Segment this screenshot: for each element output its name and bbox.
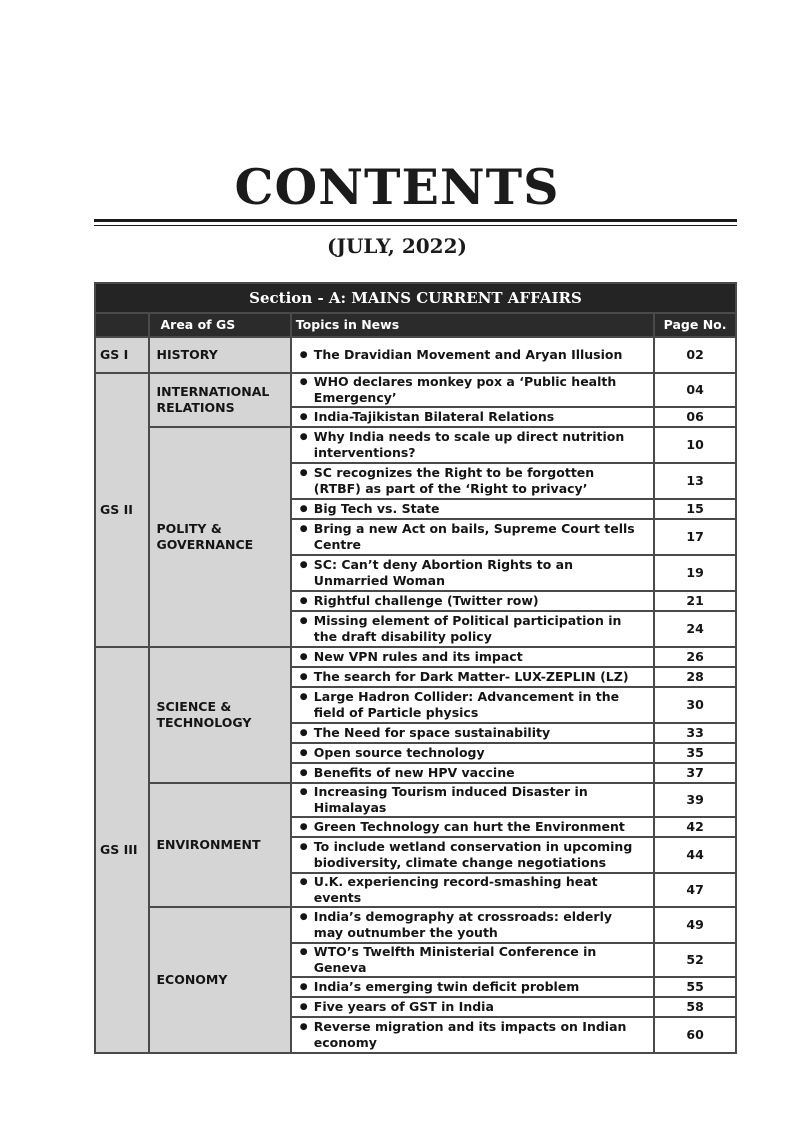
topic-title: U.K. experiencing record-smashing heat events <box>313 874 598 905</box>
topic-cell <box>292 978 653 996</box>
bullet-icon: ● <box>299 412 308 422</box>
page-number: 49 <box>655 908 735 942</box>
bullet-icon: ● <box>299 787 308 797</box>
topic-cell <box>292 784 653 816</box>
topic-cell <box>292 998 653 1016</box>
page-number: 37 <box>655 764 735 782</box>
gs-paper-cell: GS I <box>96 338 148 372</box>
bullet-icon: ● <box>299 504 308 514</box>
bullet-icon: ● <box>299 350 308 360</box>
page-number: 26 <box>655 648 735 666</box>
topic-title: The Dravidian Movement and Aryan Illusion <box>313 347 623 362</box>
topic-title: The search for Dark Matter- LUX-ZEPLIN (LZ) <box>313 669 629 684</box>
bullet-icon: ● <box>299 616 308 626</box>
page-number: 28 <box>655 668 735 686</box>
bullet-icon: ● <box>299 377 308 387</box>
topic-cell <box>292 908 653 942</box>
topic-cell <box>292 764 653 782</box>
page-number: 52 <box>655 944 735 976</box>
topic-title: Large Hadron Collider: Advancement in the field of Particle physics <box>313 689 620 720</box>
topic-cell <box>292 592 653 610</box>
bullet-icon: ● <box>299 560 308 570</box>
page-number: 04 <box>655 374 735 406</box>
gs-paper-cell: GS II <box>96 374 148 646</box>
page-number: 39 <box>655 784 735 816</box>
page-number: 60 <box>655 1018 735 1052</box>
bullet-icon: ● <box>299 822 308 832</box>
bullet-icon: ● <box>299 672 308 682</box>
topic-cell <box>292 668 653 686</box>
topic-cell <box>292 724 653 742</box>
topic-title: Open source technology <box>313 745 485 760</box>
topic-cell <box>292 838 653 872</box>
area-cell: POLITY & GOVERNANCE <box>150 428 289 646</box>
bullet-icon: ● <box>299 877 308 887</box>
topic-cell <box>292 1018 653 1052</box>
bullet-icon: ● <box>299 842 308 852</box>
topic-cell <box>292 464 653 498</box>
topic-title: India-Tajikistan Bilateral Relations <box>313 409 555 424</box>
topic-title: SC: Can’t deny Abortion Rights to an Unmarried Woman <box>313 557 573 588</box>
title-rule-thin <box>94 225 737 226</box>
header-area: Area of GS <box>150 314 289 336</box>
topic-title: To include wetland conservation in upcoming biodiversity, climate change negotiations <box>313 839 633 870</box>
bullet-icon: ● <box>299 432 308 442</box>
topic-cell <box>292 874 653 906</box>
page-number: 10 <box>655 428 735 462</box>
area-cell: ENVIRONMENT <box>150 784 289 906</box>
topic-cell <box>292 688 653 722</box>
topic-cell <box>292 556 653 590</box>
topic-cell <box>292 408 653 426</box>
topic-title: WTO’s Twelfth Ministerial Conference in Geneva <box>313 944 597 975</box>
area-cell: ECONOMY <box>150 908 289 1052</box>
bullet-icon: ● <box>299 524 308 534</box>
table-row <box>96 374 735 406</box>
page-number: 19 <box>655 556 735 590</box>
page-number: 15 <box>655 500 735 518</box>
gs-paper-cell: GS III <box>96 648 148 1052</box>
page-number: 30 <box>655 688 735 722</box>
page-number: 17 <box>655 520 735 554</box>
topic-cell <box>292 944 653 976</box>
section-title: Section - A: MAINS CURRENT AFFAIRS <box>96 284 735 312</box>
bullet-icon: ● <box>299 652 308 662</box>
topic-title: Bring a new Act on bails, Supreme Court tells Centre <box>313 521 635 552</box>
table-row <box>96 428 735 462</box>
bullet-icon: ● <box>299 748 308 758</box>
contents-table <box>94 282 737 1054</box>
header-gs <box>96 314 148 336</box>
topic-title: Benefits of new HPV vaccine <box>313 765 515 780</box>
topic-title: Five years of GST in India <box>313 999 494 1014</box>
bullet-icon: ● <box>299 947 308 957</box>
area-cell: INTERNATIONAL RELATIONS <box>150 374 289 426</box>
page-number: 47 <box>655 874 735 906</box>
page-number: 13 <box>655 464 735 498</box>
header-topics: Topics in News <box>292 314 653 336</box>
topic-title: India’s emerging twin deficit problem <box>313 979 580 994</box>
topic-cell <box>292 500 653 518</box>
topic-title: Rightful challenge (Twitter row) <box>313 593 539 608</box>
table-row <box>96 648 735 666</box>
topic-cell <box>292 428 653 462</box>
topic-title: Increasing Tourism induced Disaster in Himalayas <box>313 784 588 815</box>
topic-title: Why India needs to scale up direct nutrition interventions? <box>313 429 625 460</box>
page-number: 06 <box>655 408 735 426</box>
area-cell: SCIENCE & TECHNOLOGY <box>150 648 289 782</box>
bullet-icon: ● <box>299 468 308 478</box>
topic-cell <box>292 818 653 836</box>
topic-cell <box>292 744 653 762</box>
table-row <box>96 784 735 816</box>
topic-title: Green Technology can hurt the Environment <box>313 819 625 834</box>
page-number: 24 <box>655 612 735 646</box>
contents-table-body <box>96 338 735 1052</box>
page-number: 02 <box>655 338 735 372</box>
table-row <box>96 908 735 942</box>
bullet-icon: ● <box>299 596 308 606</box>
bullet-icon: ● <box>299 1002 308 1012</box>
topic-title: WHO declares monkey pox a ‘Public health Emergency’ <box>313 374 617 405</box>
header-page: Page No. <box>655 314 735 336</box>
bullet-icon: ● <box>299 692 308 702</box>
topic-title: The Need for space sustainability <box>313 725 551 740</box>
page-title: CONTENTS <box>234 158 560 216</box>
table-row <box>96 338 735 372</box>
page-number: 21 <box>655 592 735 610</box>
page-number: 44 <box>655 838 735 872</box>
bullet-icon: ● <box>299 982 308 992</box>
topic-title: Reverse migration and its impacts on Indian economy <box>313 1019 627 1050</box>
topic-title: Missing element of Political participation in the draft disability policy <box>313 613 622 644</box>
topic-title: SC recognizes the Right to be forgotten (RTBF) as part of the ‘Right to privacy’ <box>313 465 595 496</box>
bullet-icon: ● <box>299 768 308 778</box>
page-number: 55 <box>655 978 735 996</box>
bullet-icon: ● <box>299 1022 308 1032</box>
topic-cell <box>292 520 653 554</box>
topic-title: New VPN rules and its impact <box>313 649 523 664</box>
bullet-icon: ● <box>299 728 308 738</box>
title-rule-thick <box>94 219 737 222</box>
topic-title: India’s demography at crossroads: elderly may outnumber the youth <box>313 909 613 940</box>
topic-cell <box>292 338 653 372</box>
area-cell: HISTORY <box>150 338 289 372</box>
page-number: 58 <box>655 998 735 1016</box>
topic-cell <box>292 374 653 406</box>
page-subtitle: (JULY, 2022) <box>327 234 467 258</box>
page-number: 42 <box>655 818 735 836</box>
topic-cell <box>292 612 653 646</box>
page-number: 35 <box>655 744 735 762</box>
page-number: 33 <box>655 724 735 742</box>
topic-title: Big Tech vs. State <box>313 501 440 516</box>
topic-cell <box>292 648 653 666</box>
bullet-icon: ● <box>299 912 308 922</box>
